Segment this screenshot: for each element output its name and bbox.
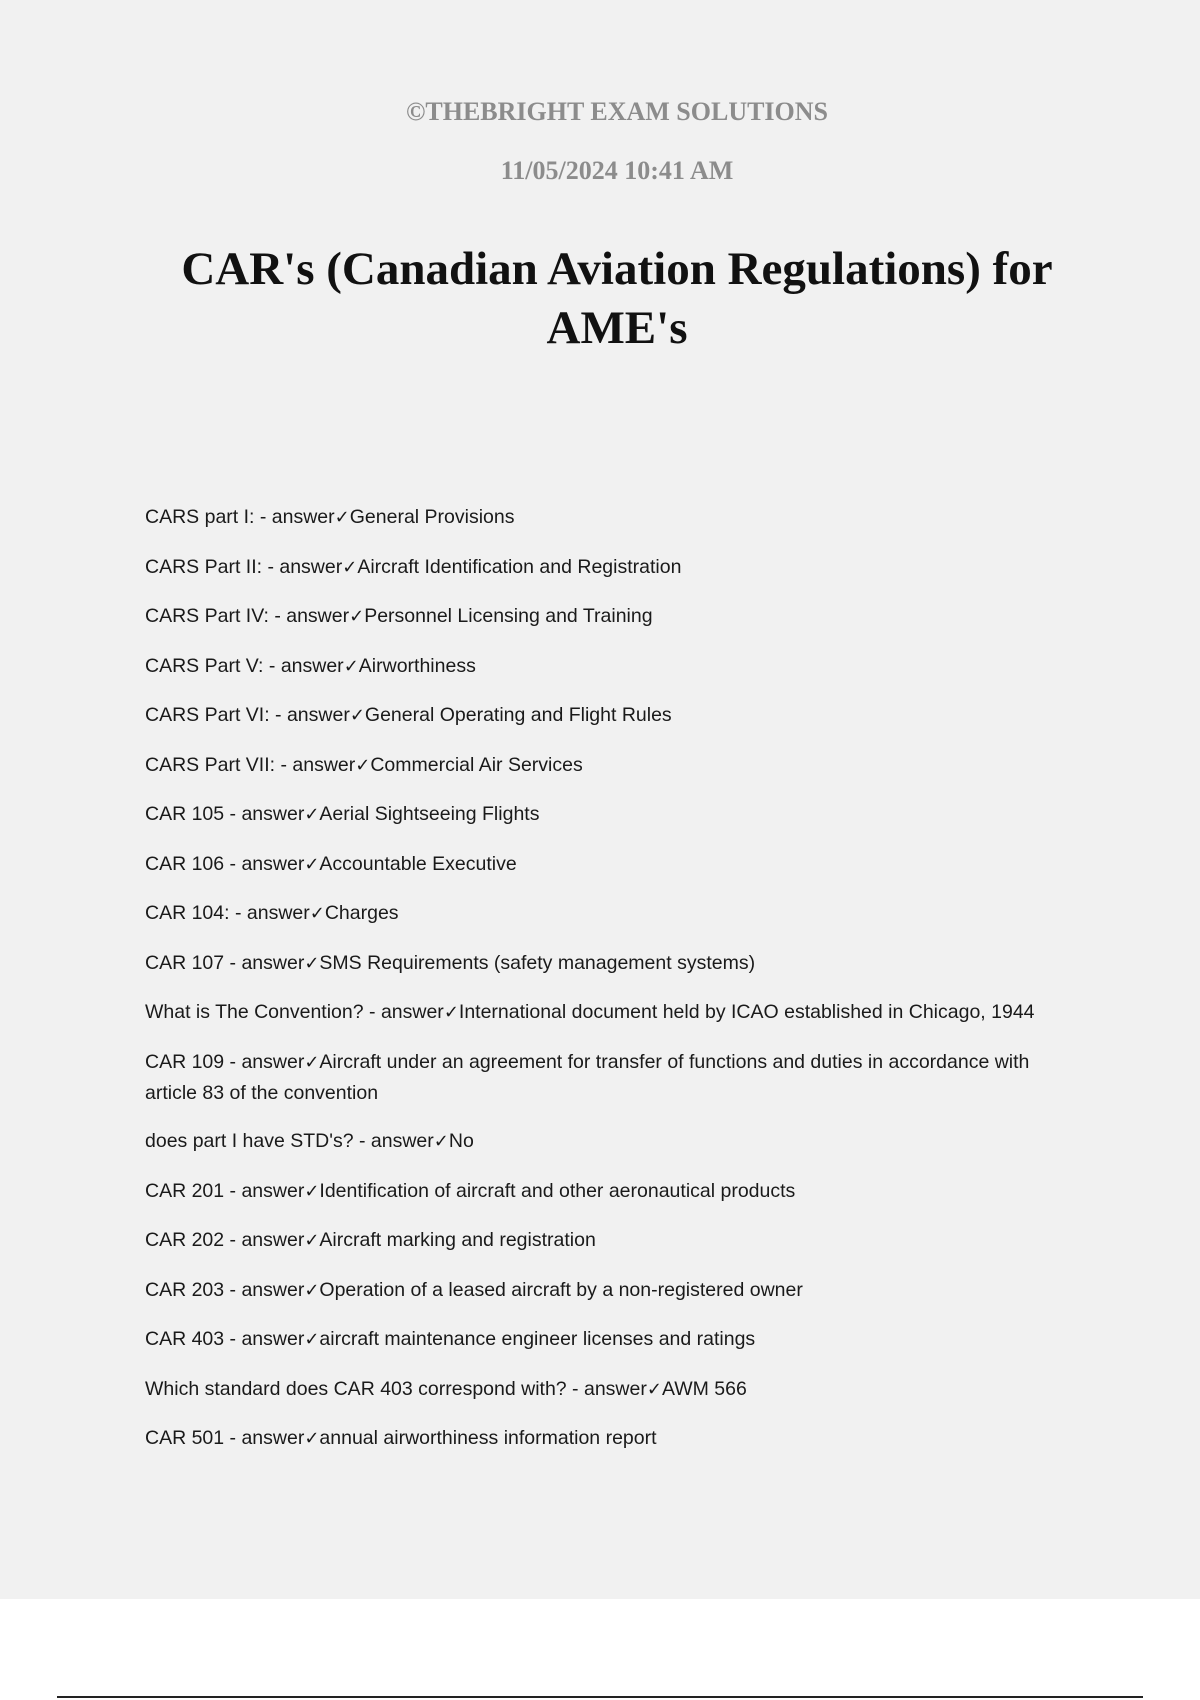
checkmark-icon: ✓ bbox=[355, 754, 371, 776]
question-text: CAR 203 bbox=[145, 1278, 225, 1301]
list-item bbox=[145, 552, 1080, 583]
answer-label: - answer bbox=[224, 951, 305, 974]
answer-label: - answer bbox=[224, 1050, 305, 1073]
checkmark-icon: ✓ bbox=[304, 1180, 320, 1202]
answer-label: - answer bbox=[269, 704, 350, 726]
answer-label: - answer bbox=[224, 852, 305, 875]
checkmark-icon: ✓ bbox=[304, 1428, 320, 1449]
checkmark-icon: ✓ bbox=[343, 655, 359, 677]
answer-text: Aircraft marking and registration bbox=[319, 1229, 596, 1251]
answer-text: Aircraft under an agreement for transfer of functions and duties in accordance with article 83 of the convention bbox=[145, 1050, 1030, 1104]
answer-label: - answer bbox=[224, 1179, 305, 1202]
answer-label: - answer bbox=[224, 1328, 305, 1350]
question-text: What is The Convention? bbox=[145, 1001, 364, 1023]
checkmark-icon: ✓ bbox=[349, 705, 365, 726]
answer-label: - answer bbox=[268, 605, 350, 627]
answer-label: - answer bbox=[224, 803, 305, 825]
list-item bbox=[145, 1423, 1080, 1454]
question-text: CAR 104: bbox=[145, 902, 230, 924]
list-item bbox=[145, 651, 1080, 682]
list-item bbox=[145, 1275, 1080, 1306]
checkmark-icon: ✓ bbox=[304, 1279, 320, 1301]
timestamp-header: 11/05/2024 10:41 AM bbox=[500, 156, 734, 185]
answer-label: - answer bbox=[224, 1427, 305, 1449]
answer-text: aircraft maintenance engineer licenses and ratings bbox=[319, 1328, 756, 1350]
list-item bbox=[145, 948, 1080, 979]
list-item bbox=[145, 700, 1080, 731]
answer-label: - answer bbox=[224, 1229, 305, 1251]
answer-text: International document held by ICAO established in Chicago, 1944 bbox=[458, 1001, 1035, 1023]
list-item bbox=[145, 1374, 1080, 1405]
answer-label: - answer bbox=[566, 1377, 647, 1400]
answer-label: - answer bbox=[275, 753, 356, 776]
checkmark-icon: ✓ bbox=[433, 1131, 449, 1152]
list-item bbox=[145, 1126, 1080, 1157]
answer-text: Aerial Sightseeing Flights bbox=[319, 803, 540, 825]
answer-text: Operation of a leased aircraft by a non-registered owner bbox=[319, 1278, 803, 1301]
question-text: CARS Part IV: bbox=[145, 605, 269, 627]
list-item bbox=[145, 849, 1080, 880]
answer-label: - answer bbox=[363, 1001, 444, 1023]
checkmark-icon: ✓ bbox=[304, 804, 320, 825]
answer-text: Aircraft Identification and Registration bbox=[357, 555, 682, 578]
question-text: CARS Part VI: bbox=[145, 704, 270, 726]
question-text: does part I have STD's? bbox=[145, 1130, 354, 1152]
qa-list bbox=[145, 502, 1080, 1473]
answer-text: General Provisions bbox=[349, 506, 515, 528]
question-text: CAR 201 bbox=[145, 1179, 225, 1202]
answer-text: annual airworthiness information report bbox=[319, 1427, 657, 1449]
checkmark-icon: ✓ bbox=[334, 507, 350, 528]
question-text: CAR 109 bbox=[145, 1050, 225, 1073]
list-item bbox=[145, 502, 1080, 533]
footer-divider bbox=[57, 1696, 1143, 1698]
question-text: CARS Part V: bbox=[145, 654, 264, 677]
answer-text: Charges bbox=[324, 902, 399, 924]
checkmark-icon: ✓ bbox=[304, 952, 320, 974]
list-item bbox=[145, 1324, 1080, 1355]
answer-text: Commercial Air Services bbox=[370, 753, 583, 776]
copyright-header: ©THEBRIGHT EXAM SOLUTIONS bbox=[405, 97, 829, 126]
list-item bbox=[145, 601, 1080, 632]
answer-text: Accountable Executive bbox=[319, 852, 517, 875]
answer-text: SMS Requirements (safety management systems) bbox=[319, 951, 756, 974]
answer-text: Personnel Licensing and Training bbox=[364, 605, 653, 627]
checkmark-icon: ✓ bbox=[342, 556, 358, 578]
list-item bbox=[145, 1047, 1080, 1108]
checkmark-icon: ✓ bbox=[304, 1051, 320, 1073]
list-item bbox=[145, 1176, 1080, 1207]
checkmark-icon: ✓ bbox=[309, 903, 325, 924]
question-text: CAR 202 bbox=[145, 1229, 225, 1251]
list-item bbox=[145, 997, 1080, 1028]
question-text: Which standard does CAR 403 correspond with? bbox=[145, 1377, 567, 1400]
answer-label: - answer bbox=[254, 506, 335, 528]
checkmark-icon: ✓ bbox=[646, 1378, 662, 1400]
checkmark-icon: ✓ bbox=[304, 1329, 320, 1350]
answer-label: - answer bbox=[263, 654, 344, 677]
question-text: CAR 501 bbox=[145, 1427, 225, 1449]
checkmark-icon: ✓ bbox=[349, 606, 365, 627]
answer-text: No bbox=[448, 1130, 474, 1152]
checkmark-icon: ✓ bbox=[304, 853, 320, 875]
answer-label: - answer bbox=[262, 555, 343, 578]
question-text: CAR 106 bbox=[145, 852, 225, 875]
answer-label: - answer bbox=[353, 1130, 434, 1152]
page-title: CAR's (Canadian Aviation Regulations) for AME's bbox=[181, 243, 1053, 354]
question-text: CARS Part VII: bbox=[145, 753, 276, 776]
checkmark-icon: ✓ bbox=[443, 1002, 459, 1023]
list-item bbox=[145, 799, 1080, 830]
checkmark-icon: ✓ bbox=[304, 1230, 320, 1251]
answer-text: Identification of aircraft and other aeronautical products bbox=[319, 1179, 796, 1202]
question-text: CAR 105 bbox=[145, 803, 225, 825]
list-item bbox=[145, 1225, 1080, 1256]
answer-text: AWM 566 bbox=[661, 1377, 747, 1400]
list-item bbox=[145, 898, 1080, 929]
question-text: CARS part I: bbox=[145, 506, 255, 528]
answer-label: - answer bbox=[229, 902, 310, 924]
question-text: CAR 403 bbox=[145, 1328, 225, 1350]
answer-text: Airworthiness bbox=[358, 654, 476, 677]
question-text: CARS Part II: bbox=[145, 555, 263, 578]
answer-label: - answer bbox=[224, 1278, 305, 1301]
question-text: CAR 107 bbox=[145, 951, 225, 974]
answer-text: General Operating and Flight Rules bbox=[364, 704, 672, 726]
list-item bbox=[145, 750, 1080, 781]
